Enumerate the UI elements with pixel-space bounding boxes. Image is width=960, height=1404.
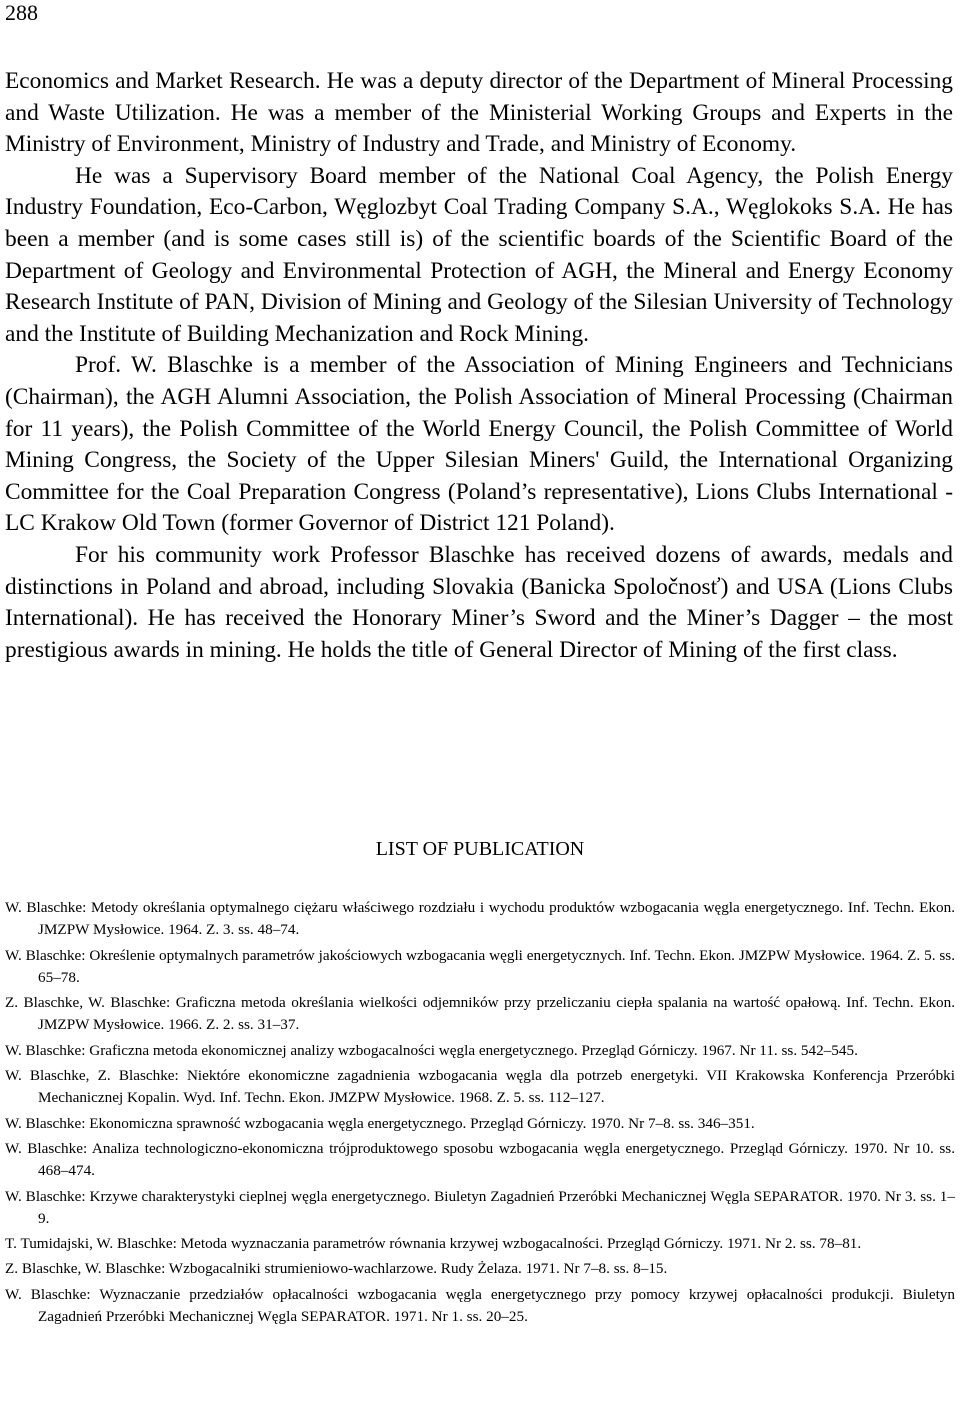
publication-item: Z. Blaschke, W. Blaschke: Graficzna metoda określania wielkości odjemników przy przeliczaniu ciepła spalania na wartość opałową. Inf. Techn. Ekon. JMZPW Mysłowice. 1966. Z. 2. ss. 31–37. [5, 994, 955, 1034]
publication-item: W. Blaschke: Ekonomiczna sprawność wzbogacania węgla energetycznego. Przegląd Górniczy. 1970. Nr 7–8. ss. 346–351. [5, 1114, 755, 1132]
publication-item: W. Blaschke: Metody określania optymalnego ciężaru właściwego rozdziału i wychodu produktów wzbogacania węgla energetycznego. Inf. Techn. Ekon. JMZPW Mysłowice. 1964. Z. 3. ss. 48–74. [5, 899, 955, 939]
publication-list [5, 897, 955, 1331]
publication-item: W. Blaschke: Graficzna metoda ekonomicznej analizy wzbogacalności węgla energetycznego. Przegląd Górniczy. 1967. Nr 11. ss. 542–545. [5, 1041, 858, 1059]
body-paragraph: Economics and Market Research. He was a deputy director of the Department of Mineral Processing and Waste Utilization. He was a member of the Ministerial Working Groups and Experts in the Ministry of Environment, Ministry of Industry and Trade, and Ministry of Economy. [5, 68, 953, 158]
publication-item: Z. Blaschke, W. Blaschke: Wzbogacalniki strumieniowo-wachlarzowe. Rudy Żelaza. 1971. Nr 7–8. ss. 8–15. [5, 1260, 668, 1278]
publication-item: W. Blaschke: Krzywe charakterystyki cieplnej węgla energetycznego. Biuletyn Zagadnień Przeróbki Mechanicznej Węgla SEPARATOR. 1970. Nr 3. ss. 1–9. [5, 1187, 955, 1227]
body-paragraph: For his community work Professor Blaschke has received dozens of awards, medals and distinctions in Poland and abroad, including Slovakia (Banicka Spoločnosť) and USA (Lions Clubs International). He has received the Honorary Miner’s Sword and the Miner’s Dagger – the most prestigious awards in mining. He holds the title of General Director of Mining of the first class. [5, 541, 953, 663]
publication-item: T. Tumidajski, W. Blaschke: Metoda wyznaczania parametrów równania krzywej wzbogacalności. Przegląd Górniczy. 1971. Nr 2. ss. 78–81. [5, 1235, 862, 1253]
body-text [5, 66, 953, 666]
body-paragraph: Prof. W. Blaschke is a member of the Association of Mining Engineers and Technicians (Chairman), the AGH Alumni Association, the Polish Association of Mineral Processing (Chairman for 11 years), the Polish Committee of the World Energy Council, the Polish Committee of World Mining Congress, the Society of the Upper Silesian Miners' Guild, the International Organizing Committee for the Coal Preparation Congress (Poland’s representative), Lions Clubs International - LC Krakow Old Town (former Governor of District 121 Poland). [5, 352, 953, 537]
publication-item: W. Blaschke: Wyznaczanie przedziałów opłacalności wzbogacania węgla energetycznego przy pomocy krzywej opłacalności produkcji. Biuletyn Zagadnień Przeróbki Mechanicznej Węgla SEPARATOR. 1971. Nr 1. ss. 20–25. [5, 1285, 955, 1326]
page-number: 288 [5, 0, 38, 25]
publication-item: W. Blaschke, Z. Blaschke: Niektóre ekonomiczne zagadnienia wzbogacania węgla dla potrzeb energetyki. VII Krakowska Konferencja Przeróbki Mechanicznej Kopalin. Wyd. Inf. Techn. Ekon. JMZPW Mysłowice. 1968. Z. 5. ss. 112–127. [5, 1067, 955, 1107]
publication-item: W. Blaschke: Określenie optymalnych parametrów jakościowych wzbogacania węgli energetycznych. Inf. Techn. Ekon. JMZPW Mysłowice. 1964. Z. 5. ss. 65–78. [5, 946, 955, 986]
publications-title: LIST OF PUBLICATION [375, 838, 585, 860]
publication-item: W. Blaschke: Analiza technologiczno-ekonomiczna trójproduktowego sposobu wzbogacania węgla energetycznego. Przegląd Górniczy. 1970. Nr 10. ss. 468–474. [5, 1139, 955, 1180]
body-paragraph: He was a Supervisory Board member of the National Coal Agency, the Polish Energy Industry Foundation, Eco-Carbon, Węglozbyt Coal Trading Company S.A., Węglokoks S.A. He has been a member (and is some cases still is) of the scientific boards of the Scientific Board of the Department of Geology and Environmental Protection of AGH, the Mineral and Energy Economy Research Institute of PAN, Division of Mining and Geology of the Silesian University of Technology and the Institute of Building Mechanization and Rock Mining. [5, 162, 953, 347]
